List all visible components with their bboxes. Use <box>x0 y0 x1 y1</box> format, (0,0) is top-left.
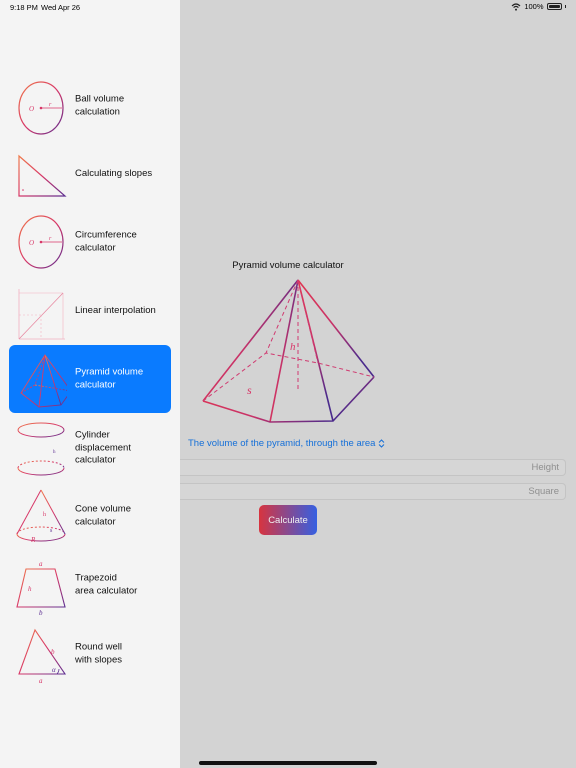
square-input[interactable] <box>180 483 566 500</box>
sidebar-item-label: Trapezoid area calculator <box>75 572 138 596</box>
sidebar-item-label: Cylinder displacement calculator <box>75 429 131 466</box>
sidebar-item-label: Circumference calculator <box>75 229 137 253</box>
sidebar <box>0 0 180 768</box>
sidebar-item-label: Cone volume calculator <box>75 503 131 527</box>
sidebar-item-cone[interactable] <box>9 482 171 550</box>
sidebar-item-interpolation[interactable] <box>9 277 171 345</box>
cone-slant-label: s <box>50 528 53 534</box>
sidebar-item-ball-volume[interactable] <box>9 72 171 140</box>
sidebar-item-pyramid-volume[interactable] <box>9 345 171 413</box>
well-side-label: b <box>51 648 55 656</box>
pyramid-icon <box>15 349 67 409</box>
pyramid-diagram <box>196 274 380 434</box>
cylinder-icon <box>15 418 67 478</box>
sidebar-item-round-well[interactable] <box>9 620 171 688</box>
cylinder-height-label: h <box>53 450 56 455</box>
pyramid-slant-label: s <box>247 383 252 397</box>
slope-icon <box>15 144 67 204</box>
ball-icon <box>15 76 67 136</box>
sidebar-item-trapezoid[interactable] <box>9 551 171 619</box>
well-angle-label: α <box>52 666 56 674</box>
status-bar <box>0 0 576 14</box>
sidebar-item-cylinder[interactable] <box>9 414 171 482</box>
trapezoid-bottom-label: b <box>39 609 43 615</box>
status-time: 9:18 PM <box>10 3 38 12</box>
pyramid-height-label: h <box>290 341 296 353</box>
sidebar-item-label: Round well with slopes <box>75 641 122 665</box>
sidebar-item-label: Pyramid volume calculator <box>75 366 144 390</box>
mode-selector-label: The volume of the pyramid, through the area <box>188 438 376 449</box>
status-date: Wed Apr 26 <box>41 3 81 12</box>
circle-center-label: O <box>29 239 35 247</box>
height-input[interactable] <box>180 459 566 476</box>
trapezoid-height-label: h <box>28 585 32 593</box>
cone-radius-label: R <box>31 536 36 544</box>
battery-percent: 100% <box>524 2 544 11</box>
interpolation-icon <box>15 281 67 341</box>
cone-icon <box>15 486 67 546</box>
trapezoid-icon <box>15 555 67 615</box>
ball-radius-label: r <box>49 102 52 108</box>
battery-icon <box>547 3 562 10</box>
battery-cap <box>565 5 567 8</box>
sidebar-item-label: Linear interpolation <box>75 304 156 316</box>
cone-height-label: h <box>43 512 46 518</box>
sidebar-item-circumference[interactable] <box>9 208 171 276</box>
well-icon <box>15 624 67 684</box>
trapezoid-top-label: a <box>39 560 43 568</box>
ball-center-label: O <box>29 105 35 113</box>
wifi-icon <box>511 3 521 11</box>
calculate-button[interactable]: Calculate <box>259 505 317 535</box>
home-indicator <box>199 761 377 765</box>
circle-icon <box>15 212 67 272</box>
page-title: Pyramid volume calculator <box>232 260 344 271</box>
sidebar-item-label: Calculating slopes <box>75 167 153 179</box>
sidebar-item-slopes[interactable] <box>9 140 171 208</box>
status-right <box>511 2 566 11</box>
sidebar-item-label: Ball volume calculation <box>75 93 125 117</box>
circle-radius-label: r <box>49 236 52 242</box>
mode-selector[interactable] <box>188 438 385 449</box>
well-base-label: a <box>39 677 43 684</box>
up-down-chevron-icon <box>378 439 385 448</box>
